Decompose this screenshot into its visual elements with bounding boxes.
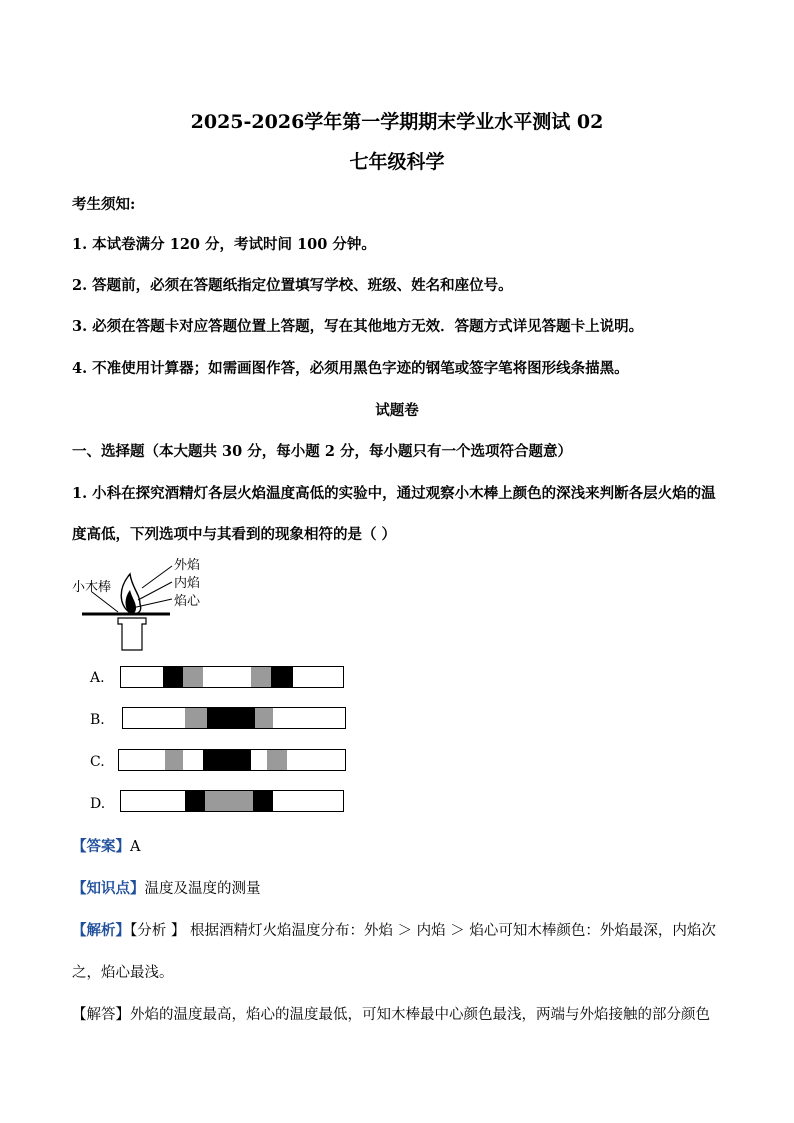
option-b-dark-center [207, 708, 255, 728]
question-1-line-1: 1. 小科在探究酒精灯各层火焰温度高低的实验中，通过观察小木棒上颜色的深浅来判断各层火焰的温 [72, 485, 716, 502]
answer-tag: 【答案】 [72, 838, 130, 855]
option-c-gray-left [165, 750, 183, 770]
section-heading: 一、选择题（本大题共 30 分，每小题 2 分，每小题只有一个选项符合题意） [72, 443, 572, 460]
analysis-part-tag: 【分析 】 [130, 923, 186, 939]
solution-tag: 【解答】 [72, 1007, 130, 1023]
option-b-label: B. [90, 712, 105, 728]
notice-item-1: 1. 本试卷满分 120 分，考试时间 100 分钟。 [72, 236, 376, 253]
option-a-gray-left [183, 667, 203, 687]
solution-text-1: 外焰的温度最高，焰心的温度最低，可知木棒最中心颜色最浅，两端与外焰接触的部分颜色 [130, 1007, 710, 1023]
notice-heading: 考生须知: [72, 196, 136, 213]
option-c-label: C. [90, 754, 105, 770]
analysis-tag: 【解析】 [72, 922, 130, 939]
option-d-dark-right [253, 791, 273, 811]
option-d-bar [120, 790, 344, 812]
solution-line-1 [72, 1003, 710, 1024]
option-c-gray-right [267, 750, 287, 770]
notice-item-4: 4. 不准使用计算器；如需画图作答，必须用黑色字迹的钢笔或签字笔将图形线条描黑。 [72, 360, 629, 377]
option-c-bar [118, 749, 346, 771]
knowledge-line [72, 877, 261, 898]
label-stick: 小木棒 [72, 580, 112, 595]
label-inner-flame: 内焰 [174, 576, 201, 591]
answer-line [72, 835, 140, 856]
label-outer-flame: 外焰 [174, 558, 201, 573]
page-title: 2025-2026学年第一学期期末学业水平测试 02 [190, 111, 604, 133]
notice-item-3: 3. 必须在答题卡对应答题位置上答题，写在其他地方无效．答题方式详见答题卡上说明。 [72, 318, 644, 335]
section-label: 试题卷 [375, 402, 419, 419]
knowledge-value: 温度及温度的测量 [144, 881, 261, 897]
page-subtitle: 七年级科学 [349, 151, 445, 173]
answer-value: A [130, 839, 141, 855]
analysis-line-1 [72, 919, 716, 940]
option-b-gray-left [185, 708, 207, 728]
alcohol-lamp-drawing [70, 552, 230, 652]
option-a-dark-right [271, 667, 293, 687]
alcohol-lamp-figure [70, 552, 230, 652]
notice-item-2: 2. 答题前，必须在答题纸指定位置填写学校、班级、姓名和座位号。 [72, 277, 513, 294]
option-a-bar [120, 666, 344, 688]
question-1-line-2: 度高低，下列选项中与其看到的现象相符的是（ ） [72, 526, 397, 543]
knowledge-tag: 【知识点】 [72, 880, 145, 897]
label-flame-core: 焰心 [174, 594, 201, 609]
option-c-dark-center [203, 750, 251, 770]
option-a-label: A. [90, 670, 105, 686]
option-a-dark-left [163, 667, 183, 687]
option-d-gray-center [205, 791, 253, 811]
option-b-bar [122, 707, 346, 729]
analysis-line-2: 之，焰心最浅。 [72, 965, 174, 981]
option-d-label: D. [90, 796, 106, 812]
option-d-dark-left [185, 791, 205, 811]
option-b-gray-right [255, 708, 273, 728]
analysis-text-1: 根据酒精灯火焰温度分布：外焰 ＞ 内焰 ＞ 焰心可知木棒颜色：外焰最深，内焰次 [185, 923, 716, 939]
option-a-gray-right [251, 667, 271, 687]
